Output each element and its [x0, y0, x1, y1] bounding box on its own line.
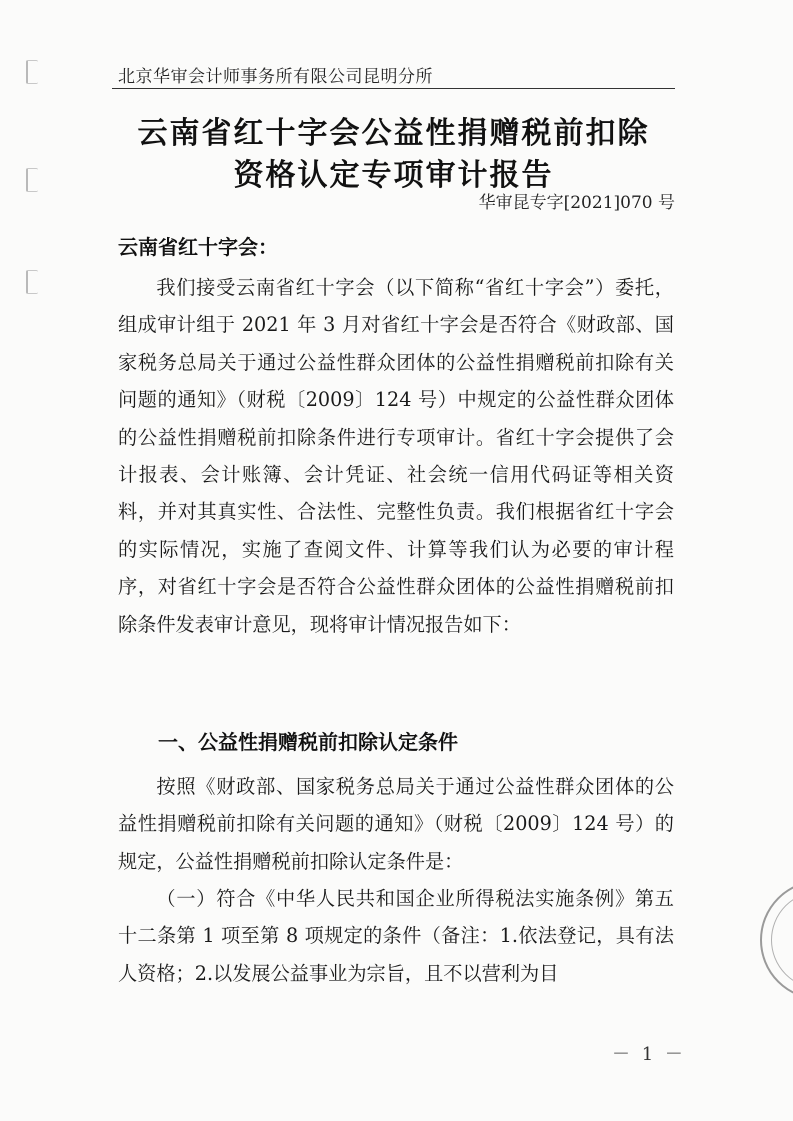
section-1-heading: 一、公益性捐赠税前扣除认定条件 [158, 730, 458, 754]
salutation: 云南省红十字会： [118, 235, 278, 259]
report-title-line-1: 云南省红十字会公益性捐赠税前扣除 [137, 116, 650, 151]
page-number: － 1 － [612, 1044, 686, 1065]
report-title-line-2: 资格认定专项审计报告 [233, 158, 554, 193]
condition-1-paragraph: （一）符合《中华人民共和国企业所得税法实施条例》第五十二条第 1 项至第 8 项规定的条件（备注：1.依法登记，具有法人资格；2.以发展公益事业为宗旨，且不以营利为目 [118, 887, 674, 985]
binding-punch-mark [26, 60, 38, 84]
firm-name-header: 北京华审会计师事务所有限公司昆明分所 [118, 67, 433, 87]
header-divider [112, 88, 675, 89]
document-number: 华审昆专字[2021]070 号 [478, 193, 675, 213]
binding-punch-mark [26, 270, 38, 294]
binding-punch-mark [26, 168, 38, 192]
section-1-paragraph: 按照《财政部、国家税务总局关于通过公益性群众团体的公益性捐赠税前扣除有关问题的通知》（财税〔2009〕124 号）的规定，公益性捐赠税前扣除认定条件是： [118, 775, 674, 873]
intro-paragraph: 我们接受云南省红十字会（以下简称“省红十字会”）委托，组成审计组于 2021 年 3 月对省红十字会是否符合《财政部、国家税务总局关于通过公益性群众团体的公益性捐赠税前扣除有关问题的通知》（财税〔2009〕124 号）中规定的公益性群众团体的公益性捐赠税前扣除条件进行专项审计。省红十字会提供了会计报表、会计账簿、会计凭证、社会统一信用代码证等相关资料，并对其真实性、合法性、完整性负责。我们根据省红十字会的实际情况，实施了查阅文件、计算等我们认为必要的审计程序，对省红十字会是否符合公益性群众团体的公益性捐赠税前扣除条件发表审计意见，现将审计情况报告如下： [118, 276, 674, 636]
